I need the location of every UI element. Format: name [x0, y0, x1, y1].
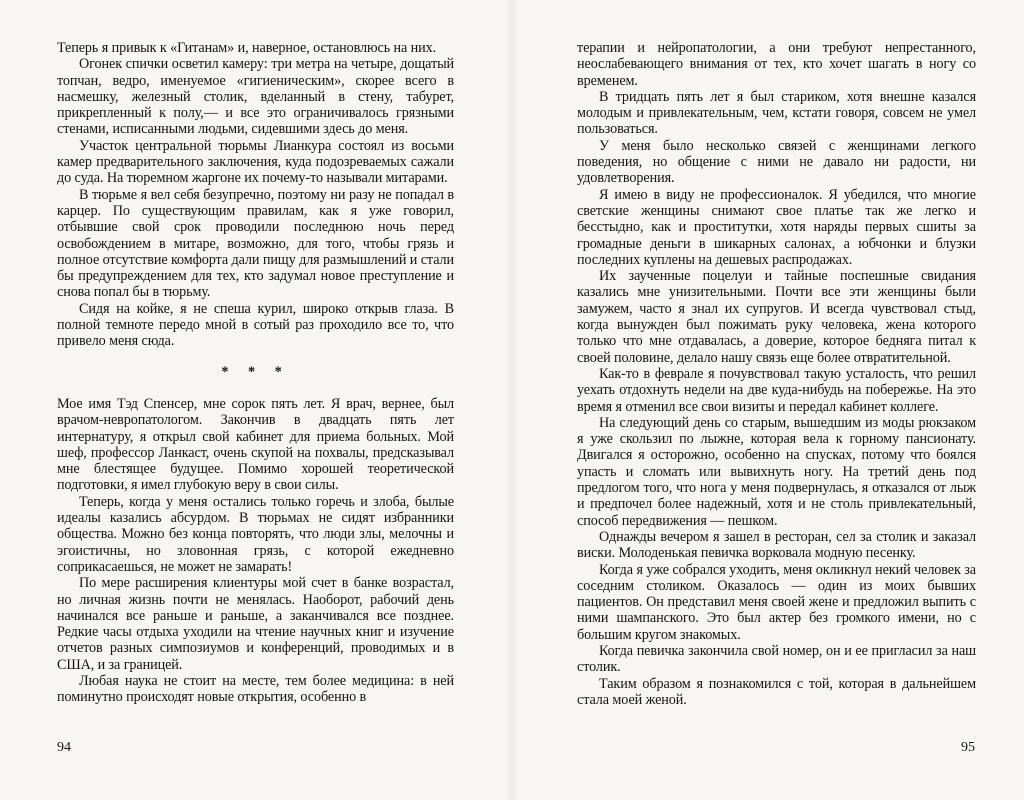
paragraph: Когда я уже собрался уходить, меня окликнул некий человек за соседним столиком. Оказалось — один из моих бывших пациентов. Он представил меня своей жене и предложил выпить с ними шампанского. Это был актер без громкого имени, но с большим кругом знакомых. [577, 561, 976, 643]
book-gutter [505, 0, 519, 800]
paragraph: Теперь я привык к «Гитанам» и, наверное, остановлюсь на них. [57, 40, 437, 56]
right-page-number: 95 [961, 740, 975, 755]
paragraph: У меня было несколько связей с женщинами легкого поведения, но общение с ними не давало ни радости, ни удовлетворения. [577, 137, 976, 187]
paragraph: На следующий день со старым, вышедшим из моды рюкзаком я уже скользил по лыжне, которая вела к горному пансионату. Двигался я осторожно, особенно на спусках, потому что боялся упасть и сломать или вывихнуть ногу. На третий день под предлогом того, что нога у меня подвернулась, я отказался от лыж и предпочел более надежный, хотя и не столь привлекательный, способ передвижения — пешком. [577, 414, 976, 529]
paragraph: Сидя на койке, я не спеша курил, широко открыв глаза. В полной темноте передо мной в сотый раз проходило все то, что привело меня сюда. [57, 300, 454, 350]
left-page-text [57, 40, 454, 706]
paragraph: По мере расширения клиентуры мой счет в банке возрастал, но личная жизнь почти не менялась. Наоборот, рабочий день начинался все раньше и раньше, а заканчивался все позднее. Редкие часы отдыха уходили на чтение научных книг и изучение отчетов разных симпозиумов и конференций, проводимых и в США, и за границей. [57, 575, 454, 673]
paragraph: Я имею в виду не профессионалок. Я убедился, что многие светские женщины снимают свое платье так же легко и бесстыдно, как и проститутки, хотя наряды первых сшиты за громадные деньги в шикарных салонах, а юбчонки и блузки последних куплены на дешевых распродажах. [577, 186, 976, 268]
right-page-text [577, 40, 976, 708]
paragraph: Огонек спички осветил камеру: три метра на четыре, дощатый топчан, ведро, именуемое «гигиеническим», скорее всего в насмешку, железный столик, вделанный в стену, табурет, прикрепленный к полу,— и все это ограничивалось грязными стенами, исписанными людьми, сидевшими здесь до меня. [57, 56, 454, 138]
paragraph: Теперь, когда у меня остались только горечь и злоба, былые идеалы казались абсурдом. В тюрьмах не сидят избранники общества. Можно без конца повторять, что люди злы, мелочны и эгоистичны, но зловонная грязь, с которой ежедневно соприкасаешься, не может не замарать! [57, 493, 454, 575]
left-page-number: 94 [57, 740, 71, 755]
paragraph: Таким образом я познакомился с той, которая в дальнейшем стала моей женой. [577, 675, 976, 708]
paragraph: Мое имя Тэд Спенсер, мне сорок пять лет. Я врач, вернее, был врачом-невропатологом. Закончив в двадцать пять лет интернатуру, я открыл свой кабинет для приема больных. Мой шеф, профессор Ланкаст, очень скупой на похвалы, предсказывал мне блестящее будущее. Помимо хорошей теоретической подготовки, я имел глубокую веру в свои силы. [57, 395, 454, 494]
section-separator: * * * [221, 363, 290, 380]
paragraph: терапии и нейропатологии, а они требуют непрестанного, неослабевающего внимания от тех, кто хочет шагать в ногу со временем. [577, 40, 976, 89]
paragraph: Как-то в феврале я почувствовал такую усталость, что решил уехать отдохнуть недели на две куда-нибудь на побережье. На это время я отменил все свои визиты и передал кабинет коллеге. [577, 365, 976, 415]
paragraph: Однажды вечером я зашел в ресторан, сел за столик и заказал виски. Молоденькая певичка ворковала модную песенку. [577, 528, 976, 562]
paragraph: В тридцать пять лет я был стариком, хотя внешне казался молодым и привлекательным, чем, кстати говоря, совсем не умел пользоваться. [577, 88, 976, 138]
paragraph: В тюрьме я вел себя безупречно, поэтому ни разу не попадал в карцер. По существующим правилам, как я уже говорил, отбывшие свой срок проводили последнюю ночь перед освобождением в митаре, возможно, для того, чтобы грязь и полное отсутствие комфорта дали пищу для размышлений и стали бы предупреждением для тех, кто задумал новое преступление и снова попал бы в тюрьму. [57, 186, 454, 301]
paragraph: Любая наука не стоит на месте, тем более медицина: в ней поминутно происходят новые открытия, особенно в [57, 672, 454, 706]
paragraph: Их заученные поцелуи и тайные поспешные свидания казались мне унизительными. Почти все эти женщины были замужем, часто я знал их супругов. И всегда чувствовал стыд, когда вынужден был пожимать руку человека, жена которого только что мне отдавалась, а доверие, которое бедняга питал к своей половине, делало нашу связь еще более отвратительной. [577, 268, 976, 366]
paragraph: Участок центральной тюрьмы Лианкура состоял из восьми камер предварительного заключения, куда подозреваемых сажали до суда. На тюремном жаргоне их почему-то называли митарами. [57, 137, 454, 187]
paragraph: Когда певичка закончила свой номер, он и ее пригласил за наш столик. [577, 642, 976, 676]
